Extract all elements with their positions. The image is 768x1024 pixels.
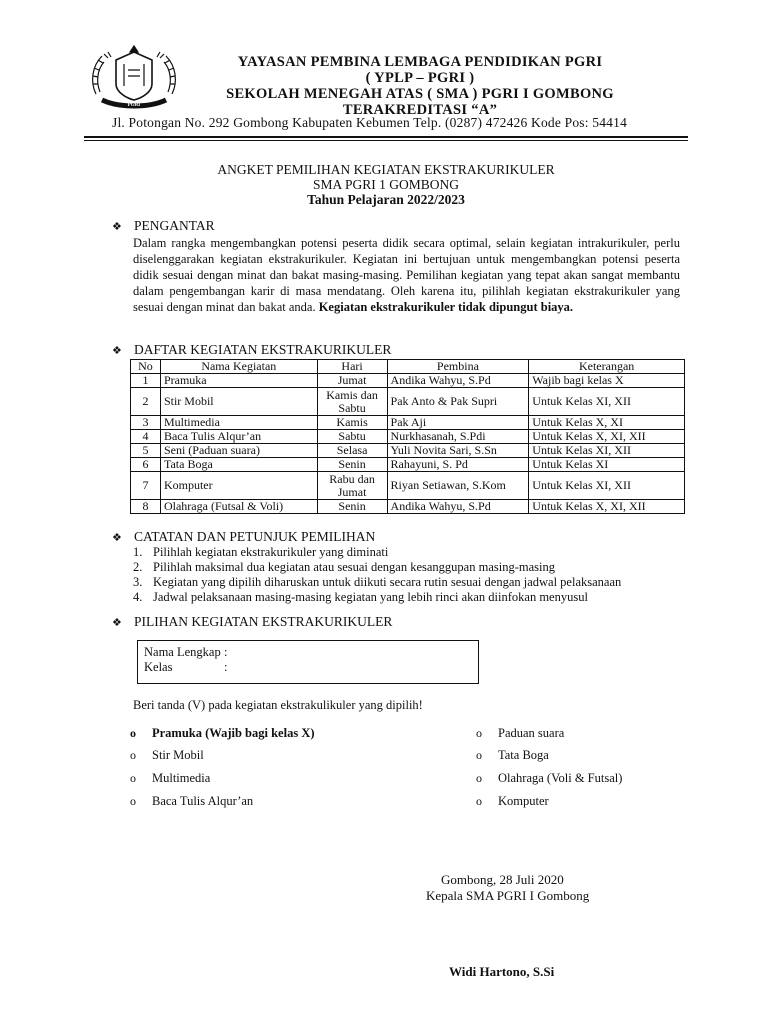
table-cell: Untuk Kelas X, XI, XII	[529, 500, 685, 514]
table-cell: Untuk Kelas XI, XII	[529, 444, 685, 458]
letterhead-line-3: SEKOLAH MENEGAH ATAS ( SMA ) PGRI I GOMBONG	[226, 86, 614, 102]
signature-place-date: Gombong, 28 Juli 2020	[441, 872, 564, 887]
table-cell: Senin	[317, 500, 387, 514]
option-paduan-suara[interactable]	[476, 726, 564, 741]
circle-bullet-icon: o	[130, 794, 136, 808]
table-cell: Seni (Paduan suara)	[160, 444, 317, 458]
table-cell: Untuk Kelas X, XI	[529, 416, 685, 430]
circle-bullet-icon: o	[476, 771, 482, 785]
table-cell: Kamis dan Sabtu	[317, 388, 387, 416]
table-cell: Baca Tulis Alqur’an	[160, 430, 317, 444]
section-daftar-heading	[112, 342, 391, 358]
school-address: Jl. Potongan No. 292 Gombong Kabupaten Kebumen Telp. (0287) 472426 Kode Pos: 54414	[112, 115, 628, 130]
circle-bullet-icon: o	[130, 771, 136, 785]
table-cell: Pak Aji	[387, 416, 529, 430]
option-tata-boga[interactable]	[476, 748, 549, 763]
table-row	[131, 458, 685, 472]
colon: :	[224, 645, 228, 659]
letterhead-line-1: YAYASAN PEMBINA LEMBAGA PENDIDIKAN PGRI	[237, 54, 603, 70]
student-info-box	[137, 640, 479, 684]
option-label: Multimedia	[152, 771, 211, 785]
option-label: Pramuka (Wajib bagi kelas X)	[152, 726, 315, 740]
table-cell: 2	[131, 388, 161, 416]
table-cell: Andika Wahyu, S.Pd	[387, 500, 529, 514]
section-pengantar-heading	[112, 218, 215, 234]
class-field[interactable]	[144, 660, 227, 675]
table-cell: Andika Wahyu, S.Pd	[387, 374, 529, 388]
letterhead-line-2: ( YPLP – PGRI )	[365, 70, 475, 86]
table-cell: 6	[131, 458, 161, 472]
table-cell: Stir Mobil	[160, 388, 317, 416]
notes-list	[133, 545, 693, 605]
table-cell: Sabtu	[317, 430, 387, 444]
document-title: ANGKET PEMILIHAN KEGIATAN EKSTRAKURIKULER	[217, 162, 555, 177]
table-cell: 1	[131, 374, 161, 388]
letterhead-rule-thick	[84, 136, 688, 138]
option-baca-tulis-alquran[interactable]	[130, 794, 253, 809]
section-pilihan-heading	[112, 614, 392, 630]
option-olahraga[interactable]	[476, 771, 622, 786]
table-cell: Rabu dan Jumat	[317, 472, 387, 500]
note-text: Pilihlah kegiatan ekstrakurikuler yang diminati	[153, 545, 389, 559]
table-cell: Komputer	[160, 472, 317, 500]
section-heading-text: PILIHAN KEGIATAN EKSTRAKURIKULER	[134, 614, 393, 629]
table-cell: 8	[131, 500, 161, 514]
table-cell: Olahraga (Futsal & Voli)	[160, 500, 317, 514]
option-label: Stir Mobil	[152, 748, 204, 762]
circle-bullet-icon: o	[476, 726, 482, 740]
activities-table	[130, 359, 685, 514]
letterhead-line-4: TERAKREDITASI “A”	[342, 102, 498, 118]
section-heading-text: PENGANTAR	[134, 218, 215, 233]
list-item: 2. Pilihlah maksimal dua kegiatan atau sesuai dengan kesanggupan masing-masing	[133, 560, 555, 574]
list-item: 3. Kegiatan yang dipilih diharuskan untuk diikuti secara rutin sesuai dengan jadwal pelaksanaan	[133, 575, 622, 589]
column-header: Pembina	[387, 360, 529, 374]
table-cell: 4	[131, 430, 161, 444]
column-header: Hari	[317, 360, 387, 374]
document-subtitle: SMA PGRI 1 GOMBONG	[313, 177, 459, 192]
signature-name: Widi Hartono, S.Si	[449, 964, 555, 979]
column-header: Nama Kegiatan	[160, 360, 317, 374]
table-cell: Kamis	[317, 416, 387, 430]
table-cell: 7	[131, 472, 161, 500]
table-row	[131, 444, 685, 458]
academic-year: Tahun Pelajaran 2022/2023	[307, 192, 465, 207]
colon: :	[224, 660, 228, 674]
table-cell: Nurkhasanah, S.Pdi	[387, 430, 529, 444]
table-header-row	[131, 360, 685, 374]
section-heading-text: DAFTAR KEGIATAN EKSTRAKURIKULER	[134, 342, 392, 357]
table-cell: Selasa	[317, 444, 387, 458]
section-catatan-heading	[112, 529, 375, 545]
diamond-bullet-icon: ❖	[112, 220, 122, 233]
option-stir-mobil[interactable]	[130, 748, 204, 763]
pengantar-paragraph	[133, 235, 680, 315]
signature-role: Kepala SMA PGRI I Gombong	[426, 888, 590, 903]
table-row	[131, 430, 685, 444]
name-label: Nama Lengkap	[144, 645, 221, 659]
table-cell: 3	[131, 416, 161, 430]
option-label: Komputer	[498, 794, 549, 808]
table-cell: Rahayuni, S. Pd	[387, 458, 529, 472]
table-cell: Riyan Setiawan, S.Kom	[387, 472, 529, 500]
diamond-bullet-icon: ❖	[112, 616, 122, 629]
option-pramuka[interactable]	[130, 726, 315, 741]
pengantar-text: Dalam rangka mengembangkan potensi peserta didik secara optimal, selain kegiatan intrakurikuler, perlu diselenggarakan kegiatan ekstrakurikuler. Kegiatan ini bertujuan untuk mengembangkan potensi peserta didik sesuai dengan minat dan bakat masing-masing. Pemilihan kegiatan yang tepat akan sangat membantu dalam pengembangan karir di masa mendatang. Oleh karena itu, pilihlah kegiatan ekstrakurikuler yang sesuai dengan minat dan bakat anda.	[133, 236, 680, 314]
table-row	[131, 472, 685, 500]
table-row	[131, 500, 685, 514]
list-item: 1. Pilihlah kegiatan ekstrakurikuler yang diminati	[133, 545, 389, 559]
section-heading-text: CATATAN DAN PETUNJUK PEMILIHAN	[134, 529, 376, 544]
note-text: Kegiatan yang dipilih diharuskan untuk diikuti secara rutin sesuai dengan jadwal pelaksanaan	[153, 575, 622, 589]
option-komputer[interactable]	[476, 794, 549, 809]
note-text: Pilihlah maksimal dua kegiatan atau sesuai dengan kesanggupan masing-masing	[153, 560, 555, 574]
letterhead-rule-thin	[84, 140, 688, 141]
table-row	[131, 374, 685, 388]
circle-bullet-icon: o	[130, 748, 136, 762]
table-cell: Untuk Kelas XI, XII	[529, 472, 685, 500]
table-cell: Yuli Novita Sari, S.Sn	[387, 444, 529, 458]
option-label: Baca Tulis Alqur’an	[152, 794, 254, 808]
table-cell: Wajib bagi kelas X	[529, 374, 685, 388]
table-cell: 5	[131, 444, 161, 458]
table-cell: Untuk Kelas X, XI, XII	[529, 430, 685, 444]
circle-bullet-icon: o	[130, 726, 136, 740]
circle-bullet-icon: o	[476, 794, 482, 808]
class-label: Kelas	[144, 660, 173, 674]
column-header: No	[131, 360, 161, 374]
diamond-bullet-icon: ❖	[112, 344, 122, 357]
table-cell: Untuk Kelas XI, XII	[529, 388, 685, 416]
option-label: Olahraga (Voli & Futsal)	[498, 771, 623, 785]
list-item: 4. Jadwal pelaksanaan masing-masing kegiatan yang lebih rinci akan diinfokan menyusul	[133, 590, 588, 604]
option-label: Paduan suara	[498, 726, 565, 740]
pengantar-bold-note: Kegiatan ekstrakurikuler tidak dipungut biaya.	[318, 300, 574, 314]
column-header: Keterangan	[529, 360, 685, 374]
selection-instruction: Beri tanda (V) pada kegiatan ekstrakulikuler yang dipilih!	[133, 698, 423, 712]
table-row	[131, 388, 685, 416]
table-cell: Jumat	[317, 374, 387, 388]
table-cell: Multimedia	[160, 416, 317, 430]
name-field[interactable]	[144, 645, 227, 660]
note-text: Jadwal pelaksanaan masing-masing kegiatan yang lebih rinci akan diinfokan menyusul	[153, 590, 588, 604]
table-cell: Pramuka	[160, 374, 317, 388]
option-label: Tata Boga	[498, 748, 549, 762]
circle-bullet-icon: o	[476, 748, 482, 762]
table-cell: Tata Boga	[160, 458, 317, 472]
logo-text: PGRI	[127, 103, 141, 108]
diamond-bullet-icon: ❖	[112, 531, 122, 544]
table-row	[131, 416, 685, 430]
table-cell: Untuk Kelas XI	[529, 458, 685, 472]
table-cell: Pak Anto & Pak Supri	[387, 388, 529, 416]
table-cell: Senin	[317, 458, 387, 472]
option-multimedia[interactable]	[130, 771, 210, 786]
